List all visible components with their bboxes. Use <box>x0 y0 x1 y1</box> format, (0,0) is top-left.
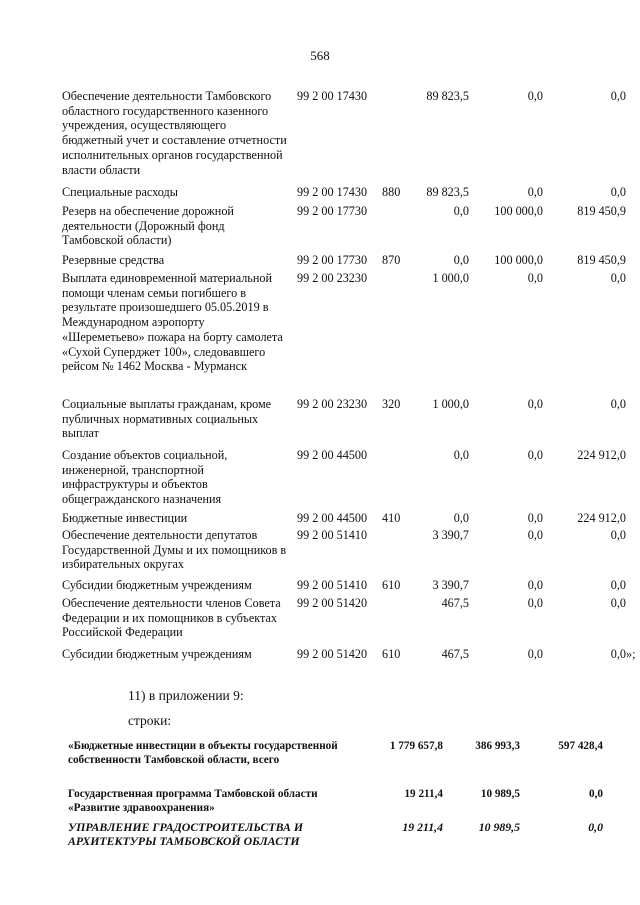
row-code: 99 2 00 44500 <box>297 448 368 462</box>
row-value-2: 0,0 <box>527 578 543 592</box>
row-expense-type: 610 <box>382 647 401 661</box>
row-expense-type: 410 <box>382 511 401 525</box>
row-name: Субсидии бюджетным учреждениям <box>62 647 252 661</box>
lines-heading: строки: <box>128 713 172 728</box>
row-value-1: 0,0 <box>453 204 469 218</box>
row-name: Специальные расходы <box>62 185 178 199</box>
row-code: 99 2 00 51420 <box>297 647 368 661</box>
row-name: Резерв на обеспечение дорожной деятельности (Дорожный фонд Тамбовской области) <box>62 204 234 248</box>
row-value-1: 3 390,7 <box>432 528 469 542</box>
closing-quote-mark: »; <box>626 647 636 661</box>
row-value-3: 0,0 <box>610 89 626 103</box>
row-name: Выплата единовременной материальной помощи членам семьи погибшего в результате произошедшего 05.05.2019 в Международном аэропорту «Шереметьево» пожара на борту самолета «Сухой Суперджет 100», следовавшего рейсом № 1462 Москва - Мурманск <box>62 271 283 374</box>
row-name: Обеспечение деятельности депутатов Государственной Думы и их помощников в избирательных округах <box>62 528 287 572</box>
row-value-2: 0,0 <box>527 596 543 610</box>
row-expense-type: 880 <box>382 185 401 199</box>
row-value-2: 100 000,0 <box>494 204 543 218</box>
row-value-1: 89 823,5 <box>426 185 469 199</box>
row-value-3: 0,0 <box>589 788 603 800</box>
row-value-2: 0,0 <box>527 397 543 411</box>
row-value-3: 819 450,9 <box>577 253 626 267</box>
row-value-3: 224 912,0 <box>577 511 626 525</box>
row-name: Обеспечение деятельности Тамбовского областного государственного казенного учреждения, осуществляющего бюджетный учет и составление отчетности исполнительных органов государственной власти области <box>62 89 287 177</box>
row-value-3: 597 428,4 <box>558 740 603 752</box>
row-name: Бюджетные инвестиции <box>62 511 188 525</box>
row-value-1: 0,0 <box>453 511 469 525</box>
row-code: 99 2 00 23230 <box>297 397 368 411</box>
row-code: 99 2 00 23230 <box>297 271 368 285</box>
row-value-3: 0,0 <box>610 185 626 199</box>
row-value-1: 0,0 <box>453 448 469 462</box>
row-value-3: 0,0 <box>610 647 626 661</box>
row-name: Социальные выплаты гражданам, кроме публичных нормативных социальных выплат <box>62 397 272 441</box>
row-value-3: 0,0 <box>610 528 626 542</box>
row-value-2: 0,0 <box>527 89 543 103</box>
row-value-2: 0,0 <box>527 528 543 542</box>
row-value-3: 0,0 <box>588 820 603 834</box>
row-value-1: 467,5 <box>441 596 469 610</box>
row-value-1: 3 390,7 <box>432 578 469 592</box>
row-expense-type: 610 <box>382 578 401 592</box>
row-value-1: 89 823,5 <box>426 89 469 103</box>
row-expense-type: 320 <box>382 397 401 411</box>
row-code: 99 2 00 51410 <box>297 578 368 592</box>
row-value-2: 10 989,5 <box>480 788 520 800</box>
row-value-2: 386 993,3 <box>475 740 520 752</box>
row-expense-type: 870 <box>382 253 401 267</box>
row-code: 99 2 00 51420 <box>297 596 368 610</box>
row-value-3: 0,0 <box>610 397 626 411</box>
row-name: Обеспечение деятельности членов Совета Федерации и их помощников в субъектах Российской Федерации <box>62 596 281 640</box>
row-value-1: 19 211,4 <box>404 788 443 800</box>
row-value-1: 1 779 657,8 <box>389 740 443 752</box>
row-value-3: 0,0 <box>610 578 626 592</box>
row-code: 99 2 00 17730 <box>297 204 368 218</box>
row-value-1: 1 000,0 <box>432 397 469 411</box>
row-value-2: 0,0 <box>527 185 543 199</box>
row-value-1: 0,0 <box>453 253 469 267</box>
row-value-1: 467,5 <box>441 647 469 661</box>
page-number: 568 <box>310 48 330 63</box>
row-code: 99 2 00 17430 <box>297 185 368 199</box>
row-value-3: 224 912,0 <box>577 448 626 462</box>
row-value-2: 0,0 <box>527 511 543 525</box>
row-value-3: 0,0 <box>610 271 626 285</box>
row-name: Субсидии бюджетным учреждениям <box>62 578 252 592</box>
row-name: «Бюджетные инвестиции в объекты государственной собственности Тамбовской области, всего <box>68 740 338 766</box>
row-value-2: 0,0 <box>527 271 543 285</box>
row-code: 99 2 00 17430 <box>297 89 368 103</box>
row-value-1: 1 000,0 <box>432 271 469 285</box>
row-name: Государственная программа Тамбовской области «Развитие здравоохранения» <box>68 788 318 814</box>
row-name: УПРАВЛЕНИЕ ГРАДОСТРОИТЕЛЬСТВА И АРХИТЕКТУРЫ ТАМБОВСКОЙ ОБЛАСТИ <box>68 820 304 848</box>
row-value-1: 19 211,4 <box>402 820 443 834</box>
appendix-heading: 11) в приложении 9: <box>128 688 244 703</box>
row-value-3: 0,0 <box>610 596 626 610</box>
row-name: Резервные средства <box>62 253 165 267</box>
row-value-2: 0,0 <box>527 647 543 661</box>
row-code: 99 2 00 17730 <box>297 253 368 267</box>
row-value-2: 0,0 <box>527 448 543 462</box>
row-value-3: 819 450,9 <box>577 204 626 218</box>
row-value-2: 100 000,0 <box>494 253 543 267</box>
row-code: 99 2 00 44500 <box>297 511 368 525</box>
row-value-2: 10 989,5 <box>478 820 520 834</box>
row-code: 99 2 00 51410 <box>297 528 368 542</box>
row-name: Создание объектов социальной, инженерной, транспортной инфраструктуры и объектов общегражданского назначения <box>62 448 228 507</box>
